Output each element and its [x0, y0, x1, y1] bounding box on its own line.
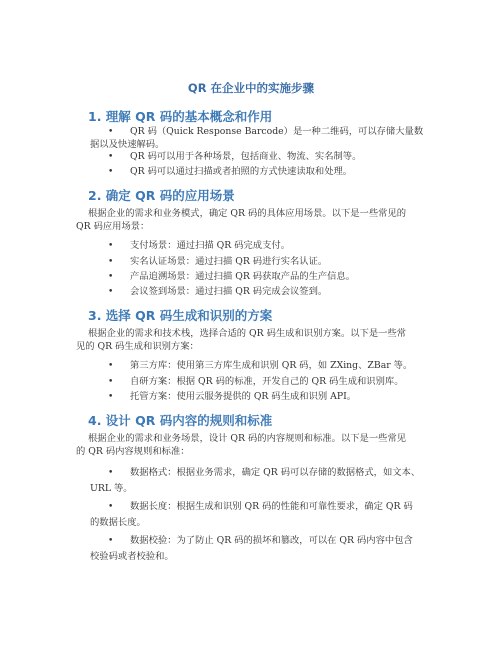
- bullet-icon: •: [108, 127, 114, 137]
- bullet-icon: •: [108, 392, 114, 402]
- section-4-heading: 4. 设计 QR 码内容的规则和标准: [88, 413, 273, 428]
- list-item-continuation: 的数据长度。: [90, 517, 146, 528]
- bullet-icon: •: [108, 536, 114, 546]
- paragraph: 根据企业的需求和技术栈，选择合适的 QR 码生成和识别方案。以下是一些常: [88, 328, 407, 339]
- bullet-icon: •: [108, 152, 114, 162]
- list-item: • 托管方案：使用云服务提供的 QR 码生成和识别 API。: [108, 389, 438, 405]
- paragraph: 见的 QR 码生成和识别方案：: [76, 341, 199, 352]
- list-item: • 第三方库：使用第三方库生成和识别 QR 码，如 ZXing、ZBar 等。: [108, 358, 438, 374]
- list-item-continuation: 据以及快速解码。: [90, 139, 165, 150]
- list-item: • 实名认证场景：通过扫描 QR 码进行实名认证。: [108, 254, 438, 270]
- bullet-icon: •: [108, 272, 114, 282]
- list-item: • 产品追溯场景：通过扫描 QR 码获取产品的生产信息。: [108, 269, 438, 285]
- bullet-icon: •: [108, 502, 114, 512]
- list-item: • QR 码（Quick Response Barcode）是一种二维码，可以存储大量数: [108, 124, 438, 140]
- list-item: • 数据格式：根据业务需求，确定 QR 码可以存储的数据格式，如文本、: [108, 465, 438, 481]
- bullet-icon: •: [108, 257, 114, 267]
- section-1-heading: 1. 理解 QR 码的基本概念和作用: [88, 109, 273, 124]
- list-item: • 会议签到场景：通过扫描 QR 码完成会议签到。: [108, 284, 438, 300]
- bullet-icon: •: [108, 468, 114, 478]
- list-item: • 自研方案：根据 QR 码的标准，开发自己的 QR 码生成和识别库。: [108, 374, 438, 390]
- section-3-heading: 3. 选择 QR 码生成和识别的方案: [88, 308, 273, 323]
- list-item: • 数据长度：根据生成和识别 QR 码的性能和可靠性要求，确定 QR 码: [108, 499, 438, 515]
- paragraph: QR 码应用场景：: [76, 221, 150, 232]
- bullet-icon: •: [108, 361, 114, 371]
- bullet-icon: •: [108, 167, 114, 177]
- list-item: • 数据校验：为了防止 QR 码的损坏和篡改，可以在 QR 码内容中包含: [108, 533, 438, 549]
- bullet-icon: •: [108, 287, 114, 297]
- list-item-continuation: URL 等。: [90, 483, 133, 494]
- bullet-icon: •: [108, 377, 114, 387]
- paragraph: 的 QR 码内容规则和标准：: [76, 446, 190, 457]
- paragraph: 根据企业的需求和业务场景，设计 QR 码的内容规则和标准。以下是一些常见: [88, 433, 407, 444]
- paragraph: 根据企业的需求和业务模式，确定 QR 码的具体应用场景。以下是一些常见的: [88, 208, 407, 219]
- list-item-continuation: 校验码或者校验和。: [90, 551, 174, 562]
- list-item: • 支付场景：通过扫描 QR 码完成支付。: [108, 238, 438, 254]
- section-2-heading: 2. 确定 QR 码的应用场景: [88, 188, 235, 203]
- bullet-icon: •: [108, 241, 114, 251]
- document-title: QR 在企业中的实施步骤: [187, 81, 315, 95]
- list-item: • QR 码可以用于各种场景，包括商业、物流、实名制等。: [108, 149, 438, 165]
- list-item: • QR 码可以通过扫描或者拍照的方式快速读取和处理。: [108, 164, 438, 180]
